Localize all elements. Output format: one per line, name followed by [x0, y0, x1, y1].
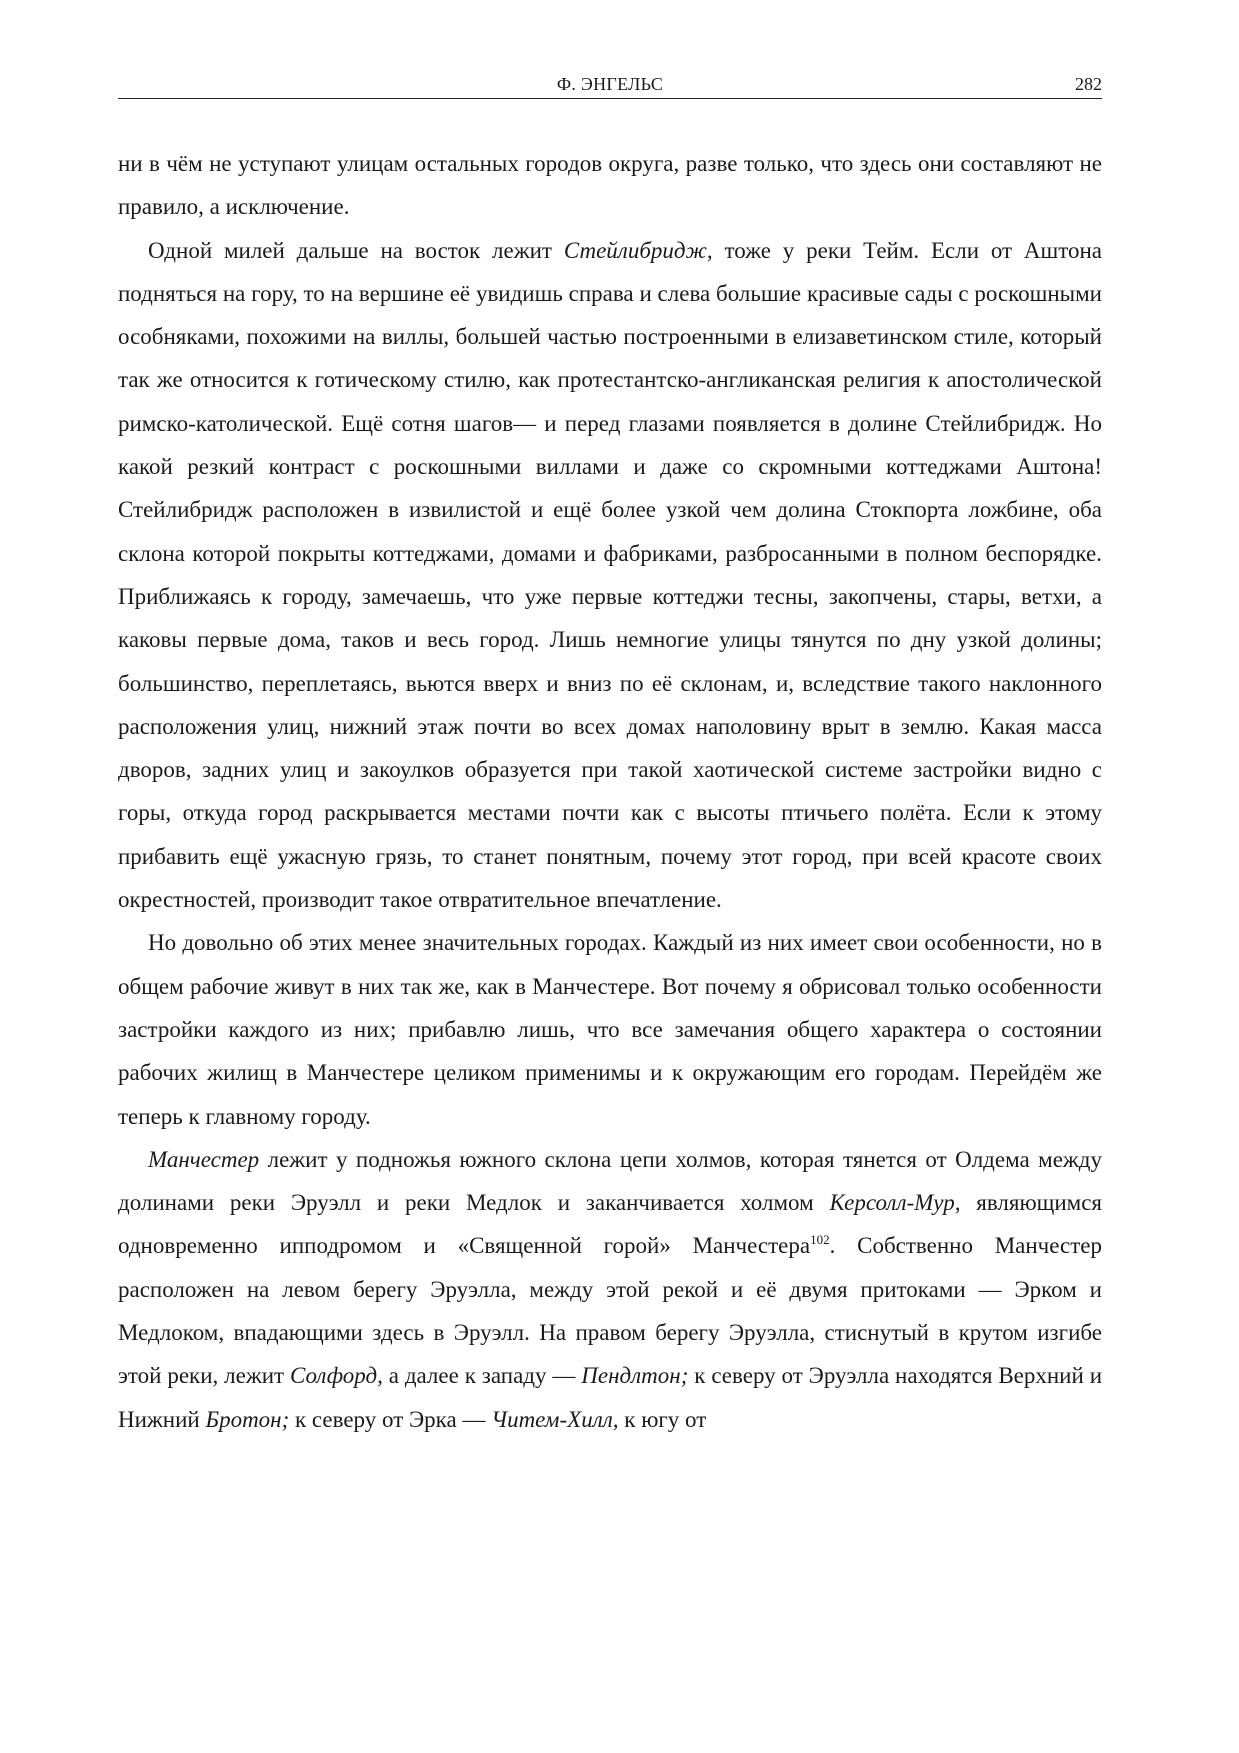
place-name-broughton: Бротон;: [205, 1406, 290, 1432]
text-run: а далее к западу —: [382, 1363, 582, 1389]
place-name-pendleton: Пендлтон;: [581, 1363, 689, 1389]
text-run: к северу от Эруэлла находятся Верхний и Нижний: [118, 1363, 1103, 1432]
text-run: к югу от: [618, 1406, 707, 1432]
text-run: к северу от Эрка —: [289, 1406, 492, 1432]
text-run: Одной милей дальше на восток лежит: [148, 237, 564, 263]
text-run: лежит у подножья южного склона цепи холмов, которая тянется от Олдема между долинами реки Эруэлл и реки Медлок и заканчивается холмом: [118, 1146, 1102, 1216]
text-run: . Собственно Манчестер расположен на левом берегу Эруэлла, между этой рекой и её двумя притоками — Эрком и Медлоком, впадающими здесь в Эруэлл. На правом берегу Эруэлла, стиснутый в крутом изгибе этой реки, лежит: [118, 1233, 1102, 1389]
paragraph-1: ни в чём не уступают улицам остальных городов округа, разве только, что здесь они составляют не правило, а исключение.: [118, 151, 1102, 220]
footnote-marker: 102: [810, 1232, 830, 1248]
page-number: 282: [1075, 74, 1102, 94]
place-name-cheetham-hill: Читем-Хилл,: [491, 1406, 619, 1432]
paragraph-3: Но довольно об этих менее значительных городах. Каждый из них имеет свои особенности, но в общем рабочие живут в них так же, как в Манчестере. Вот почему я обрисовал только особенности застройки каждого из них; прибавлю лишь, что все замечания общего характера о состоянии рабочих жилищ в Манчестере целиком применимы и к окружающим его городам. Перейдём же теперь к главному городу.: [118, 930, 1102, 1129]
place-name-staleybridge: Стейлибридж,: [563, 237, 713, 263]
header-title: Ф. ЭНГЕЛЬС: [556, 74, 664, 94]
text-run: тоже у реки Тейм. Если от Аштона подняться на гору, то на вершине её увидишь справа и слева большие красивые сады с роскошными особняками, похожими на виллы, большей частью построенными в елизаветинском стиле, который так же относится к готическому стилю, как протестантско-англиканская религия к апостолической римско-католической. Ещё сотня шагов— и перед глазами появляется в долине Стейлибридж. Но какой резкий контраст с роскошными виллами и даже со скромными коттеджами Аштона! Стейлибридж расположен в извилистой и ещё более узкой чем долина Стокпорта ложбине, оба склона которой покрыты коттеджами, домами и фабриками, разбросанными в полном беспорядке. Приближаясь к городу, замечаешь, что уже первые коттеджи тесны, закопчены, стары, ветхи, а каковы первые дома, таков и весь город. Лишь немногие улицы тянутся по дну узкой долины; большинство, переплетаясь, вьются вверх и вниз по её склонам, и, вследствие такого наклонного расположения улиц, нижний этаж почти во всех домах наполовину врыт в землю. Какая масса дворов, задних улиц и закоулков образуется при такой хаотической системе застройки видно с горы, откуда город раскрывается местами почти как с высоты птичьего полёта. Если к этому прибавить ещё ужасную грязь, то станет понятным, почему этот город, при всей красоте своих окрестностей, производит такое отвратительное впечатление.: [118, 237, 1103, 913]
place-name-salford: Солфорд,: [289, 1363, 383, 1389]
paragraph-2: [118, 229, 1102, 922]
place-name-manchester: Манчестер: [148, 1146, 260, 1172]
place-name-kersall-moor: Керсолл-Мур,: [829, 1190, 961, 1216]
paragraph-4: [118, 1138, 1102, 1441]
body-text: [118, 142, 1102, 1441]
text-run: являющимся одновременно ипподромом и «Священной горой» Манчестера: [118, 1190, 1102, 1259]
running-header: [118, 72, 1102, 99]
